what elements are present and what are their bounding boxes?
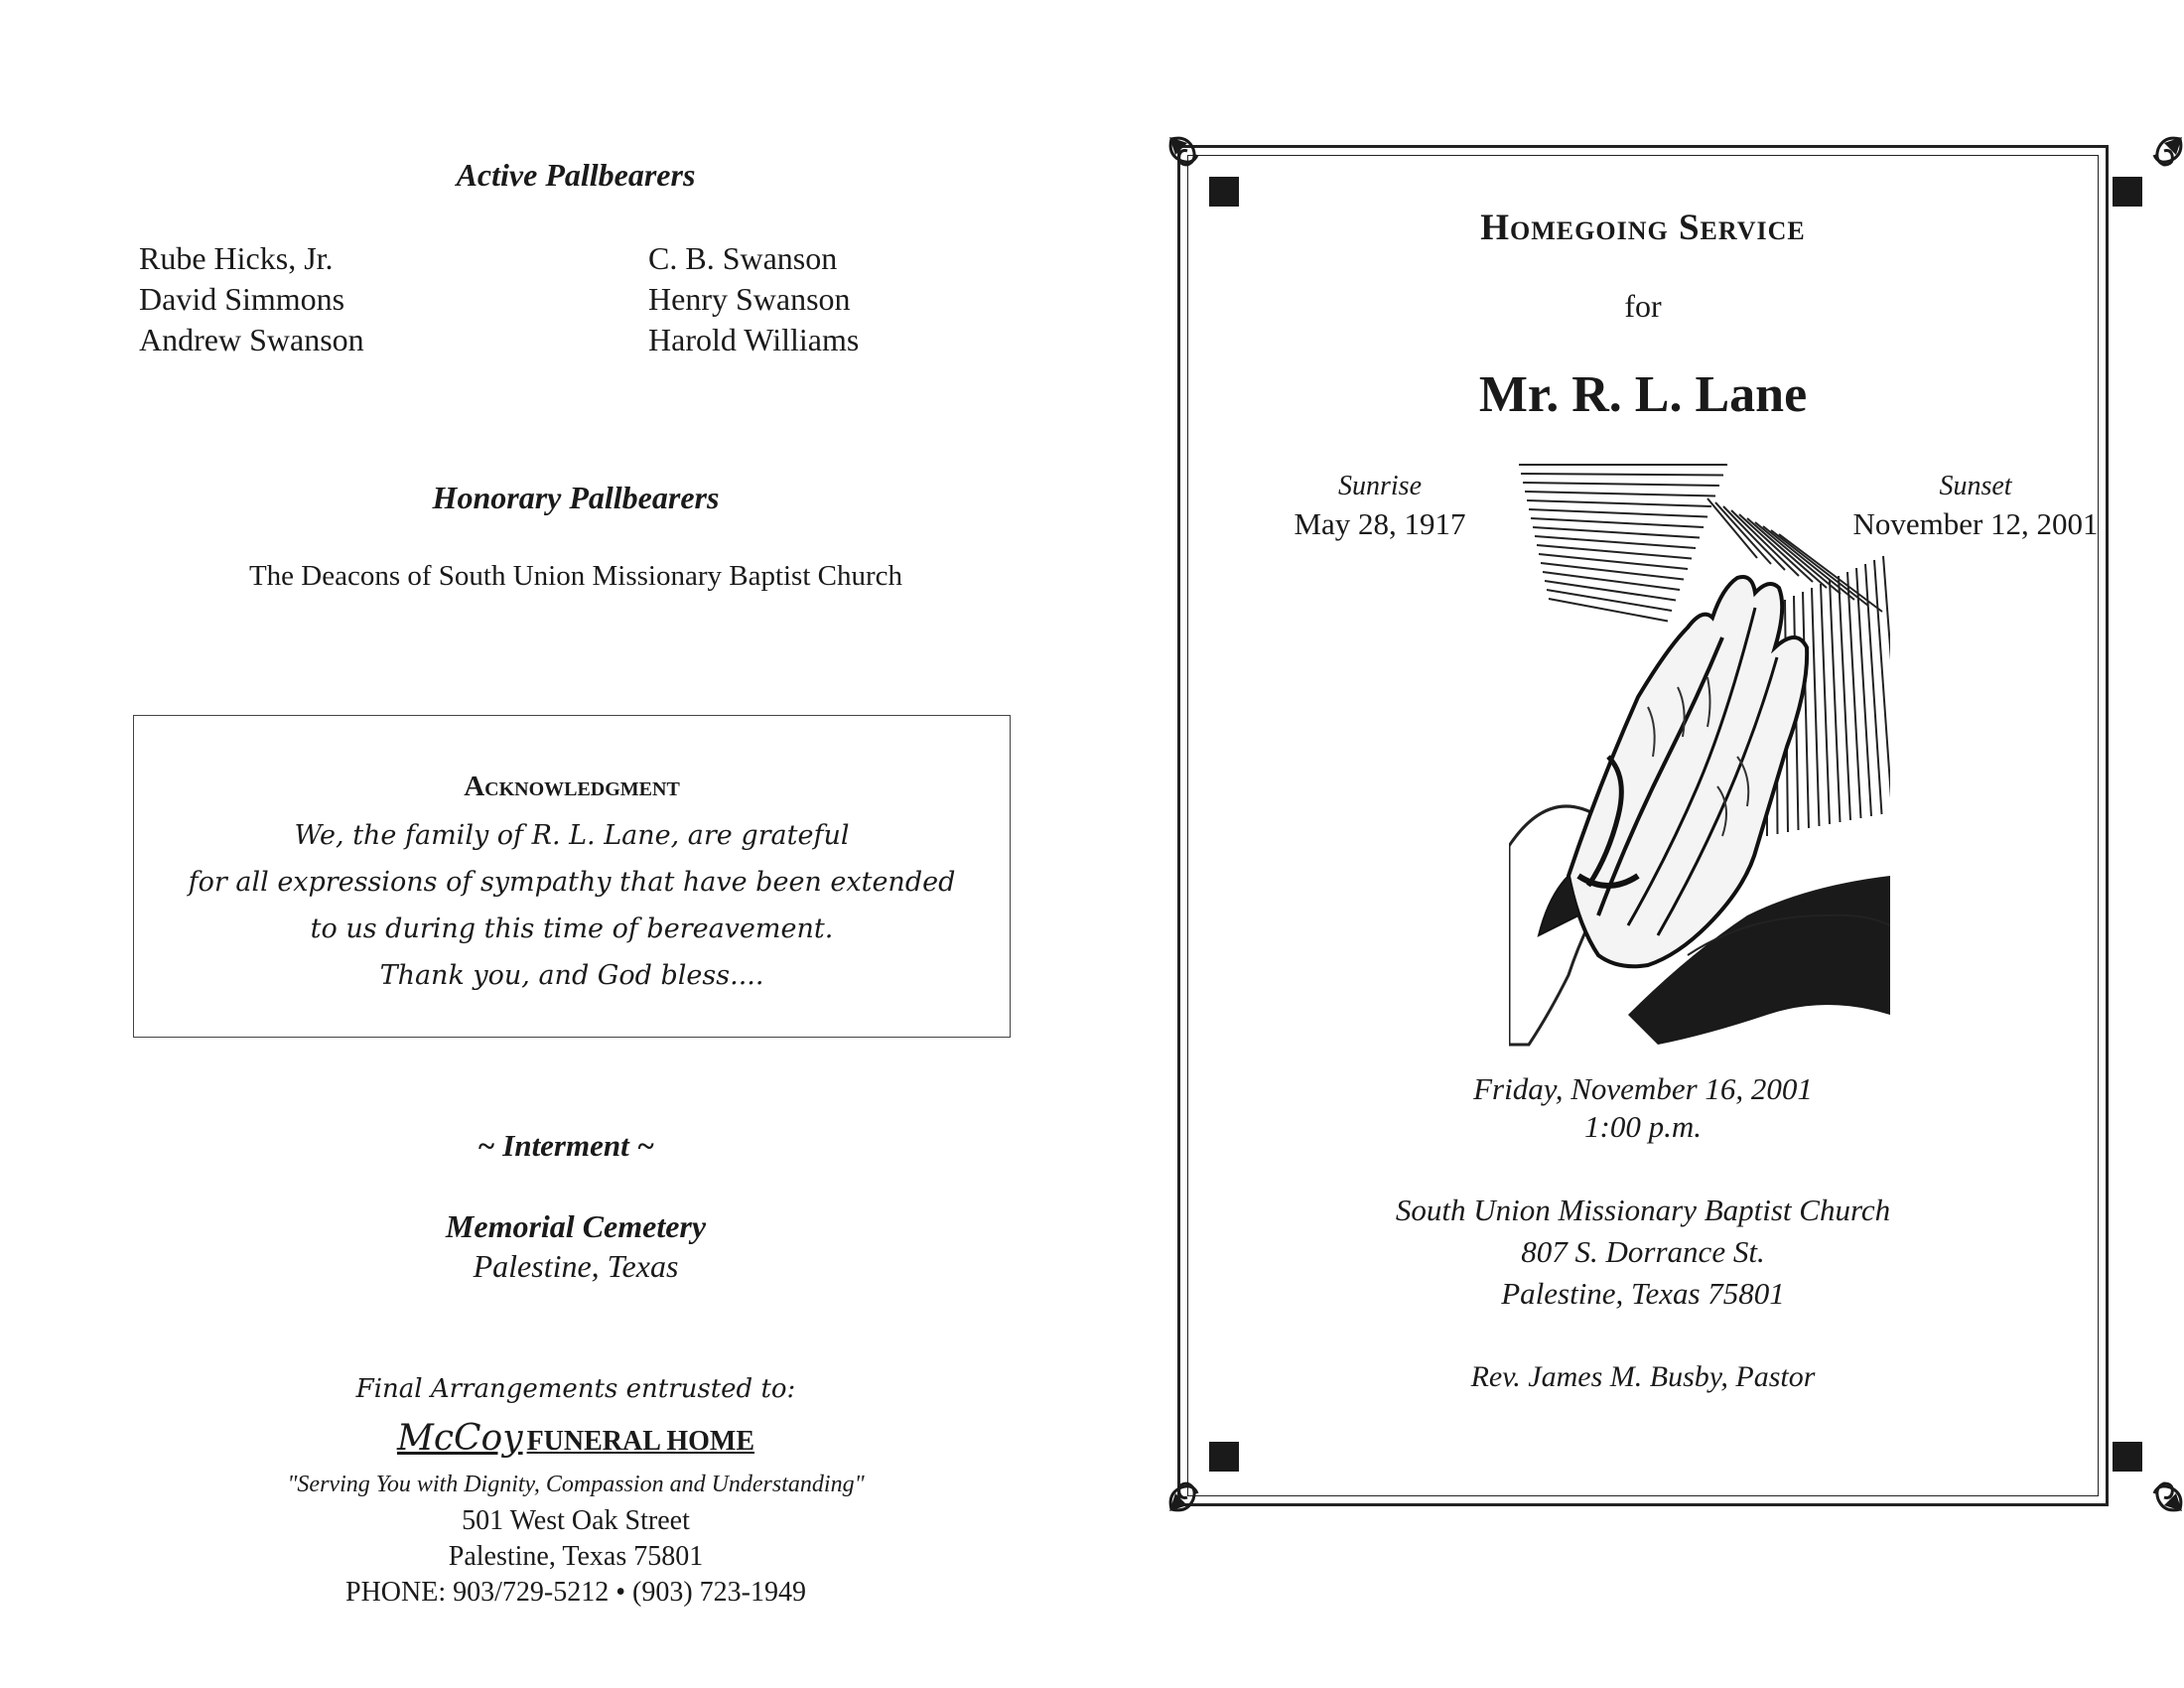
pallbearer-name: C. B. Swanson: [648, 240, 838, 276]
acknowledgment-line: to us during this time of bereavement.: [310, 914, 834, 944]
light-ray: [1747, 518, 1827, 588]
funeral-home-address: 501 West Oak Street: [462, 1505, 690, 1536]
service-date: Friday, November 16, 2001: [1473, 1071, 1813, 1106]
light-ray: [1839, 576, 1850, 820]
acknowledgment-title: Acknowledgment: [464, 771, 680, 802]
church-city: Palestine, Texas 75801: [1501, 1276, 1785, 1311]
sunset-label: Sunset: [1939, 471, 2012, 501]
service-datetime: [1187, 1070, 2099, 1146]
sunrise-block: [1261, 471, 1499, 542]
active-pallbearers-col2: [648, 238, 859, 360]
funeral-home-caps: FUNERAL HOME: [526, 1426, 755, 1457]
active-pallbearers-title: Active Pallbearers: [456, 157, 696, 193]
pallbearer-name: Rube Hicks, Jr.: [139, 240, 334, 276]
sunrise-date: May 28, 1917: [1294, 506, 1466, 541]
sunset-date: November 12, 2001: [1852, 506, 2099, 541]
honorary-pallbearers-title: Honorary Pallbearers: [432, 480, 720, 515]
church-name: South Union Missionary Baptist Church: [1395, 1193, 1891, 1227]
light-ray: [1830, 580, 1841, 822]
light-ray: [1523, 483, 1719, 486]
pallbearer-name: Harold Williams: [648, 322, 860, 357]
funeral-home-slogan: "Serving You with Dignity, Compassion and Understanding": [287, 1472, 865, 1497]
light-ray: [1525, 492, 1715, 496]
fleur-de-lis-corner-icon: [2111, 135, 2184, 209]
cemetery-name: Memorial Cemetery: [445, 1208, 707, 1244]
pallbearer-name: David Simmons: [139, 281, 345, 317]
pallbearer-name: Henry Swanson: [648, 281, 851, 317]
fleur-de-lis-corner-icon: [1167, 135, 1241, 209]
acknowledgment-line: for all expressions of sympathy that have been extended: [188, 867, 956, 898]
acknowledgment-text: [133, 812, 1011, 999]
light-ray: [1545, 581, 1676, 601]
fleur-de-lis-corner-icon: [2111, 1440, 2184, 1513]
light-ray: [1533, 527, 1700, 538]
cemetery-location: Palestine, Texas: [473, 1248, 679, 1284]
light-ray: [1723, 506, 1785, 570]
sunrise-label: Sunrise: [1338, 471, 1422, 501]
fleur-de-lis-corner-icon: [1167, 1440, 1241, 1513]
acknowledgment-line: We, the family of R. L. Lane, are grateful: [294, 820, 850, 851]
church-info: [1187, 1190, 2099, 1315]
light-ray: [1549, 599, 1668, 622]
acknowledgment-line: Thank you, and God bless....: [379, 960, 764, 991]
church-address: 807 S. Dorrance St.: [1521, 1234, 1765, 1269]
light-ray: [1521, 474, 1723, 476]
funeral-home-name: [0, 1418, 1152, 1459]
interment-title: ~ Interment ~: [477, 1128, 655, 1163]
funeral-home-phone: PHONE: 903/729-5212 • (903) 723-1949: [345, 1577, 806, 1608]
praying-hands-illustration: [1509, 459, 1890, 1047]
light-ray: [1771, 530, 1868, 606]
service-title: Homegoing Service: [1480, 208, 1806, 248]
active-pallbearers-col1: [139, 238, 364, 360]
funeral-home-city: Palestine, Texas 75801: [448, 1541, 704, 1572]
pallbearer-name: Andrew Swanson: [139, 322, 364, 357]
light-ray: [1812, 588, 1820, 826]
pastor-name: Rev. James M. Busby, Pastor: [1470, 1360, 1816, 1393]
light-ray: [1715, 502, 1771, 564]
light-ray: [1547, 590, 1672, 611]
arrangements-intro: Final Arrangements entrusted to:: [355, 1374, 796, 1404]
light-ray: [1739, 514, 1813, 582]
light-ray: [1529, 509, 1707, 517]
honorary-pallbearers-text: The Deacons of South Union Missionary Baptist Church: [248, 560, 903, 592]
light-ray: [1527, 500, 1711, 506]
light-ray: [1821, 584, 1830, 824]
deceased-name: Mr. R. L. Lane: [1478, 366, 1808, 423]
service-for: for: [1624, 288, 1662, 324]
light-ray: [1874, 560, 1890, 812]
service-time: 1:00 p.m.: [1584, 1109, 1702, 1144]
light-ray: [1531, 518, 1704, 527]
funeral-home-contact: [0, 1503, 1152, 1611]
light-ray: [1543, 572, 1680, 590]
light-ray: [1803, 592, 1809, 828]
funeral-home-script: McCoy: [396, 1418, 523, 1459]
